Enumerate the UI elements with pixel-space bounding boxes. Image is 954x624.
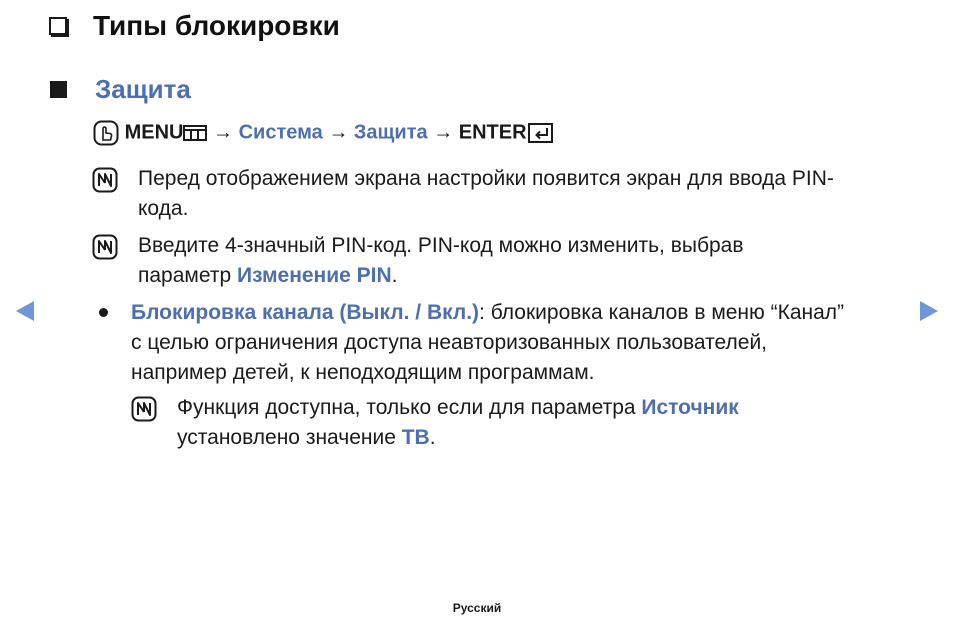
bullet-line1-rest: : блокировка каналов в меню “Канал” xyxy=(479,301,845,324)
remote-hand-icon xyxy=(93,120,119,146)
menu-icon xyxy=(183,123,207,143)
change-pin-link: Изменение PIN xyxy=(236,264,392,287)
note-icon xyxy=(131,396,157,422)
page-title: Типы блокировки xyxy=(93,10,340,41)
note-1-line2: кода. xyxy=(138,197,189,220)
note-2-suffix: . xyxy=(391,264,398,287)
bullet-dot xyxy=(99,308,108,317)
subnote xyxy=(177,393,739,453)
bullet-line2: с целью ограничения доступа неавторизованных пользователей, xyxy=(131,331,768,354)
bullet-item xyxy=(131,298,844,388)
subnote-line1 xyxy=(177,393,739,423)
checkbox-icon xyxy=(49,17,67,35)
source-label: Источник xyxy=(641,396,739,419)
tv-label: ТВ xyxy=(401,426,430,449)
bullet-line1 xyxy=(131,298,844,328)
subnote-line2-prefix: установлено значение xyxy=(177,426,402,449)
enter-icon xyxy=(527,121,555,145)
note-2 xyxy=(138,231,744,291)
enter-label: ENTER xyxy=(458,121,527,144)
channel-lock-title: Блокировка канала (Выкл. / Вкл.) xyxy=(131,301,480,324)
menu-protection: Защита xyxy=(353,121,428,144)
bullet-line3: например детей, к неподходящим программам. xyxy=(131,361,595,384)
note-1 xyxy=(138,164,834,224)
footer-language: Русский xyxy=(452,601,502,615)
note-2-prefix: параметр xyxy=(138,264,237,287)
note-icon xyxy=(92,234,118,260)
note-1-line1: Перед отображением экрана настройки появится экран для ввода PIN- xyxy=(138,167,834,190)
note-icon xyxy=(92,167,118,193)
previous-page-arrow-icon[interactable] xyxy=(15,300,35,322)
menu-path xyxy=(93,119,555,146)
next-page-arrow-icon[interactable] xyxy=(919,300,939,322)
subnote-line2-suffix: . xyxy=(429,426,436,449)
subnote-line1-prefix: Функция доступна, только если для параметра xyxy=(177,396,642,419)
square-bullet-icon xyxy=(50,81,67,98)
menu-label: MENU xyxy=(124,121,184,144)
note-2-line1: Введите 4-значный PIN-код. PIN-код можно изменить, выбрав xyxy=(138,234,744,257)
subnote-line2 xyxy=(177,423,739,453)
arrow-2: → xyxy=(328,121,349,144)
note-2-line2 xyxy=(138,261,744,291)
arrow-3: → xyxy=(433,121,454,144)
section-title: Защита xyxy=(95,74,191,104)
menu-system: Система xyxy=(238,121,323,144)
arrow-1: → xyxy=(213,121,234,144)
